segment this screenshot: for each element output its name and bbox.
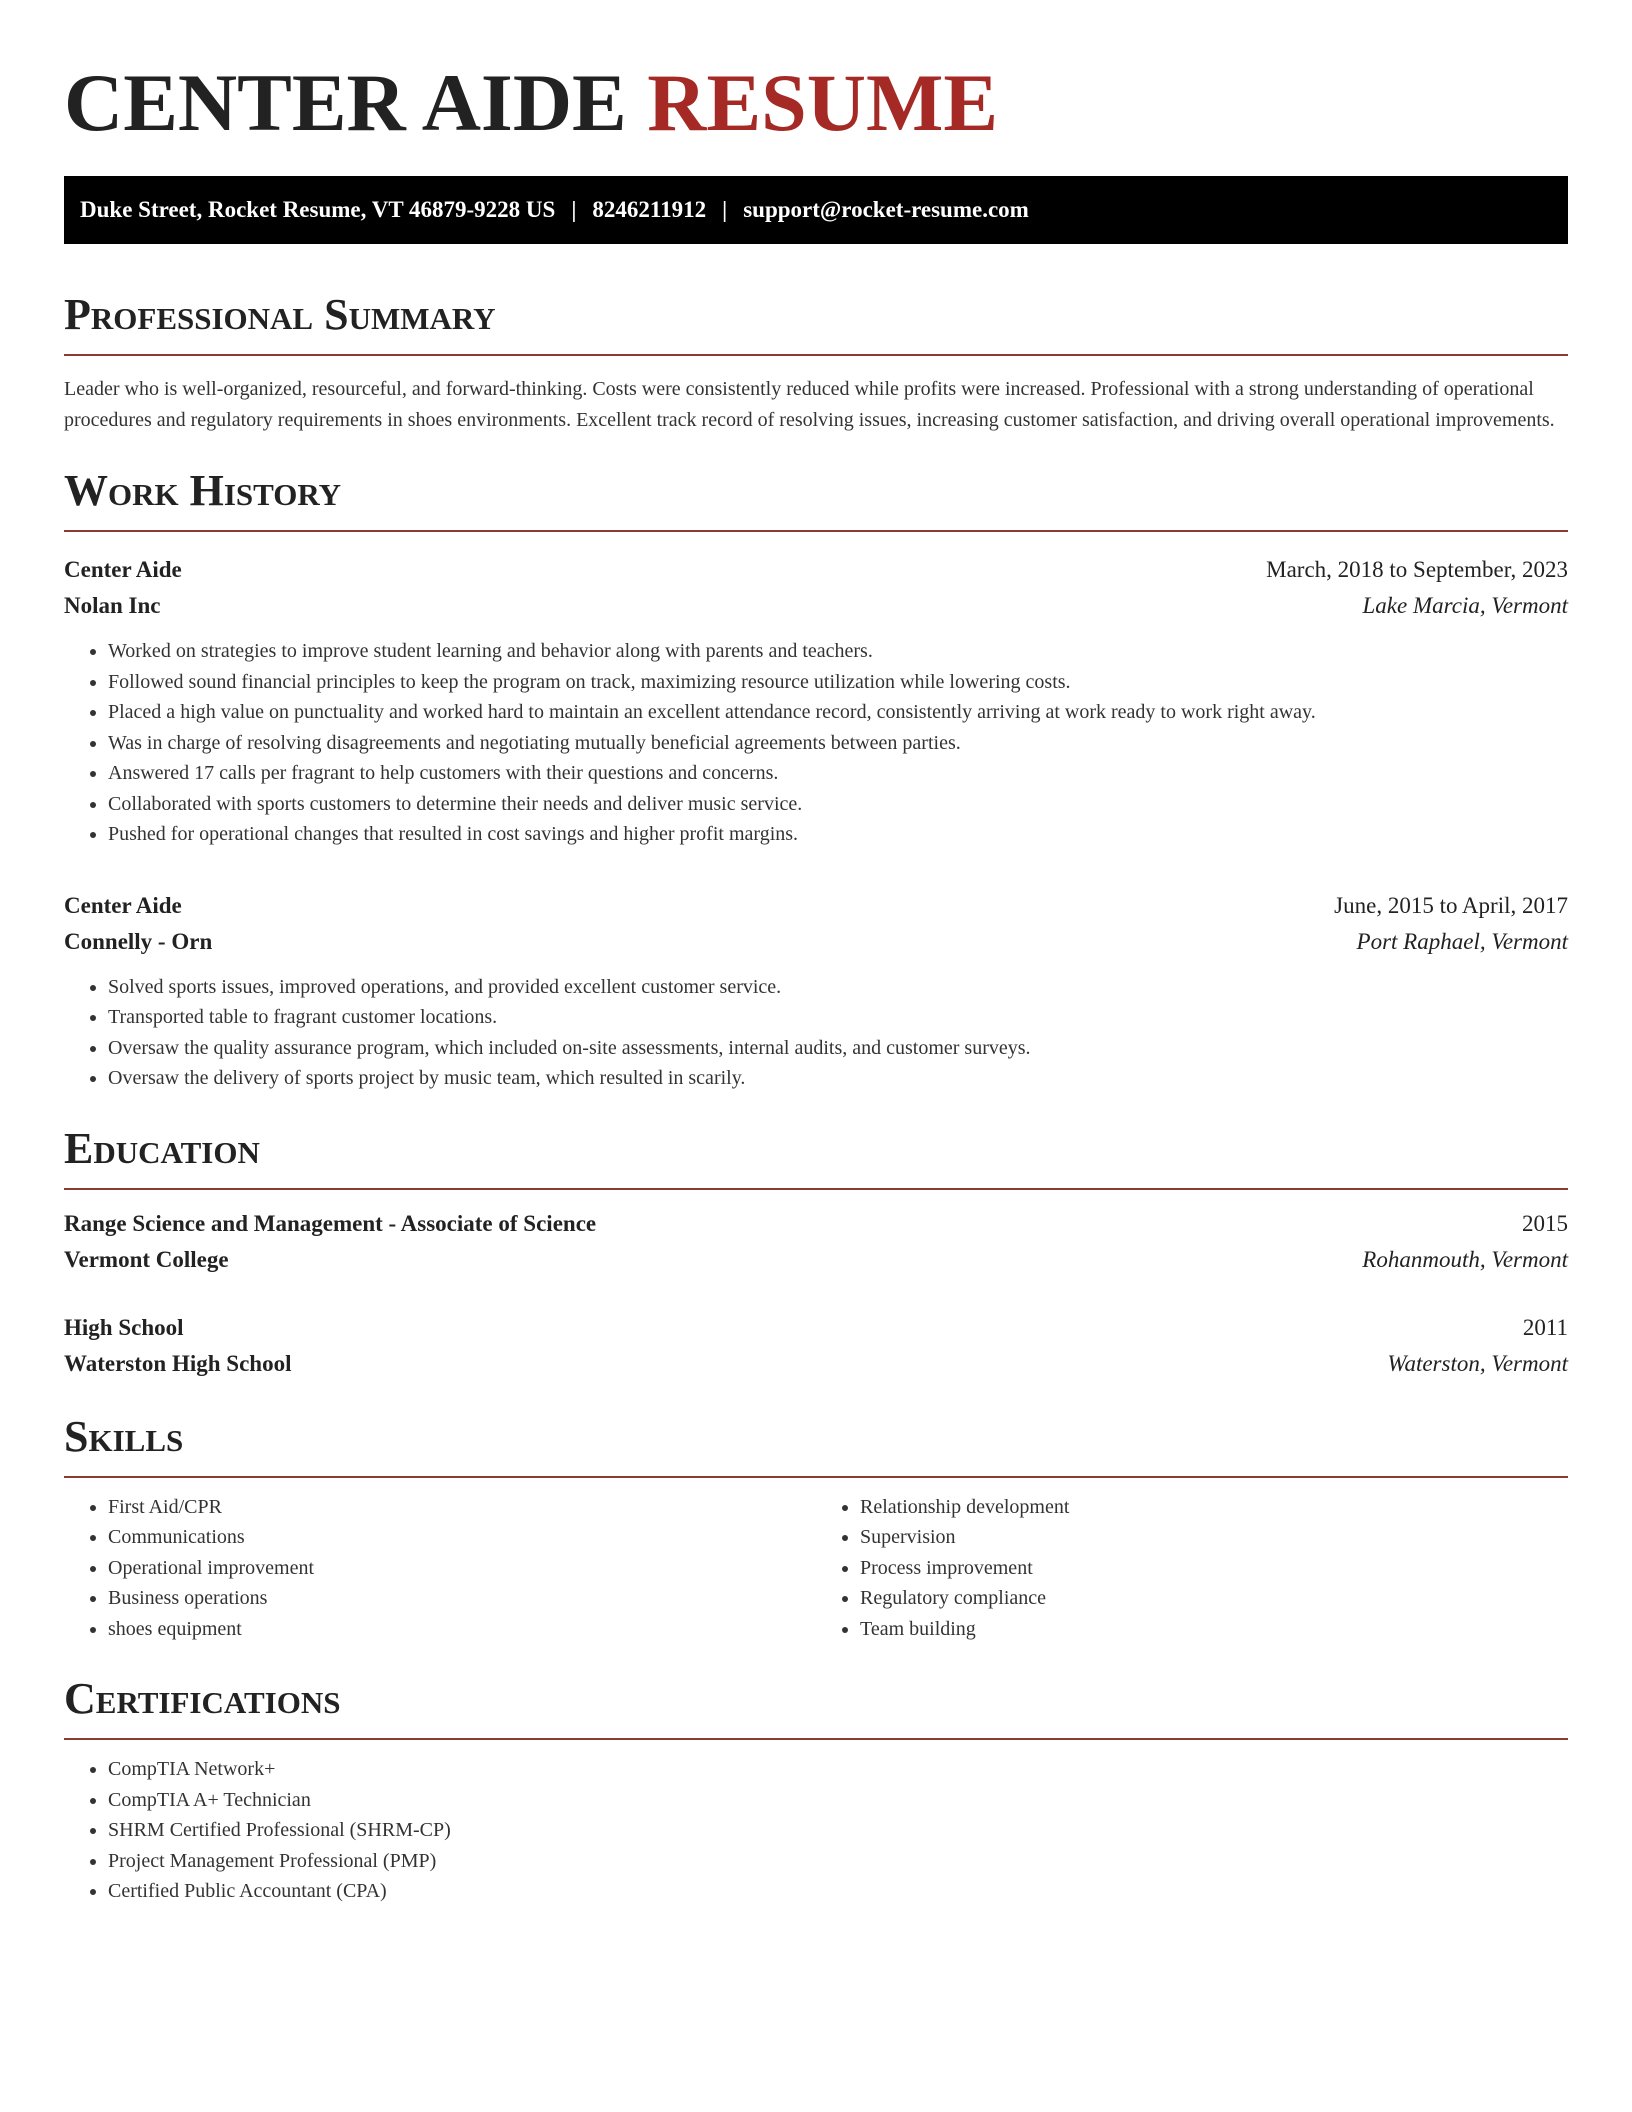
skill-item: • Business operations	[108, 1583, 816, 1614]
job-title-row	[64, 552, 1568, 588]
education-location: Waterston, Vermont	[1387, 1350, 1568, 1376]
job-dates: June, 2015 to April, 2017	[1334, 892, 1568, 918]
education-heading: Education	[64, 1124, 1568, 1190]
contact-bar	[64, 176, 1568, 244]
skills-list-left	[64, 1492, 816, 1645]
job-duty: • Solved sports issues, improved operations, and provided excellent customer service.	[108, 972, 1568, 1003]
skill-item: • Regulatory compliance	[860, 1583, 1568, 1614]
certification-item: • Project Management Professional (PMP)	[108, 1846, 1568, 1877]
summary-heading: Professional Summary	[64, 290, 1568, 356]
education-school-row	[64, 1242, 1568, 1278]
job-duty: • Answered 17 calls per fragrant to help customers with their questions and concerns.	[108, 758, 1568, 789]
education-location: Rohanmouth, Vermont	[1362, 1246, 1568, 1272]
certification-item: • Certified Public Accountant (CPA)	[108, 1876, 1568, 1907]
education-school: Waterston High School	[64, 1350, 292, 1376]
job-duty: • Collaborated with sports customers to determine their needs and deliver music service.	[108, 789, 1568, 820]
education-school: Vermont College	[64, 1246, 229, 1272]
job-title: Center Aide	[64, 892, 182, 918]
skill-item: • Relationship development	[860, 1492, 1568, 1523]
job-duty: • Followed sound financial principles to keep the program on track, maximizing resource utilization while lowering costs.	[108, 667, 1568, 698]
summary-section	[64, 290, 1568, 436]
skill-item: • Process improvement	[860, 1553, 1568, 1584]
work-history-heading: Work History	[64, 466, 1568, 532]
title-resume-word: RESUME	[647, 57, 999, 148]
skill-item: • shoes equipment	[108, 1614, 816, 1645]
job-location: Port Raphael, Vermont	[1356, 928, 1568, 954]
education-year: 2011	[1522, 1314, 1568, 1340]
education-school-row	[64, 1346, 1568, 1382]
education-degree: Range Science and Management - Associate of Science	[64, 1210, 597, 1236]
contact-separator: |	[722, 197, 728, 222]
job-dates: March, 2018 to September, 2023	[1266, 557, 1568, 582]
job-duty: • Placed a high value on punctuality and worked hard to maintain an excellent attendance record, consistently arriving at work ready to work right away.	[108, 697, 1568, 728]
education-degree-row	[64, 1206, 1568, 1242]
skill-item: • Operational improvement	[108, 1553, 816, 1584]
job-company-row	[64, 588, 1568, 624]
certifications-list	[64, 1754, 1568, 1907]
certifications-heading: Certifications	[64, 1674, 1568, 1740]
skill-item: • Communications	[108, 1522, 816, 1553]
certification-item: • CompTIA A+ Technician	[108, 1785, 1568, 1816]
summary-text: Leader who is well-organized, resourceful, and forward-thinking. Costs were consistently reduced while profits were increased. Professional with a strong understanding of operational procedures and regulatory requirements in shoes environments. Excellent track record of resolving issues, increasing customer satisfaction, and driving overall operational improvements.	[64, 378, 1555, 431]
education-section	[64, 1124, 1568, 1382]
skill-item: • Supervision	[860, 1522, 1568, 1553]
job-location: Lake Marcia, Vermont	[1362, 593, 1568, 618]
education-degree-row	[64, 1310, 1568, 1346]
contact-separator: |	[571, 197, 577, 222]
certification-item: • CompTIA Network+	[108, 1754, 1568, 1785]
job-duty: • Transported table to fragrant customer locations.	[108, 1002, 1568, 1033]
certifications-section	[64, 1674, 1568, 1907]
work-history-section	[64, 466, 1568, 1094]
job-duty: • Oversaw the delivery of sports project by music team, which resulted in scarily.	[108, 1063, 1568, 1094]
job-duty: • Worked on strategies to improve student learning and behavior along with parents and teachers.	[108, 636, 1568, 667]
job-duty: • Oversaw the quality assurance program, which included on-site assessments, internal audits, and customer surveys.	[108, 1033, 1568, 1064]
education-entry	[64, 1310, 1568, 1382]
job-duty: • Pushed for operational changes that resulted in cost savings and higher profit margins.	[108, 819, 1568, 850]
job-title: Center Aide	[64, 557, 182, 582]
education-degree: High School	[64, 1314, 184, 1340]
skill-item: • Team building	[860, 1614, 1568, 1645]
job-company: Connelly - Orn	[64, 928, 213, 954]
job-entry	[64, 888, 1568, 1094]
job-duties-list	[64, 972, 1568, 1094]
job-company-row	[64, 924, 1568, 960]
education-entry	[64, 1206, 1568, 1278]
skills-section	[64, 1412, 1568, 1645]
contact-address: Duke Street, Rocket Resume, VT 46879-9228 US	[80, 197, 556, 222]
job-company: Nolan Inc	[64, 593, 161, 618]
resume-title	[64, 56, 1568, 150]
skills-list-right	[816, 1492, 1568, 1645]
contact-phone: 8246211912	[592, 197, 707, 222]
skill-item: • First Aid/CPR	[108, 1492, 816, 1523]
certification-item: • SHRM Certified Professional (SHRM-CP)	[108, 1815, 1568, 1846]
job-title-row	[64, 888, 1568, 924]
contact-email: support@rocket-resume.com	[743, 197, 1029, 222]
skills-heading: Skills	[64, 1412, 1568, 1478]
education-year: 2015	[1522, 1210, 1568, 1236]
job-entry	[64, 552, 1568, 850]
job-duty: • Was in charge of resolving disagreements and negotiating mutually beneficial agreements between parties.	[108, 728, 1568, 759]
job-duties-list	[64, 636, 1568, 850]
title-job-name: CENTER AIDE	[64, 57, 627, 148]
skills-columns	[64, 1492, 1568, 1645]
